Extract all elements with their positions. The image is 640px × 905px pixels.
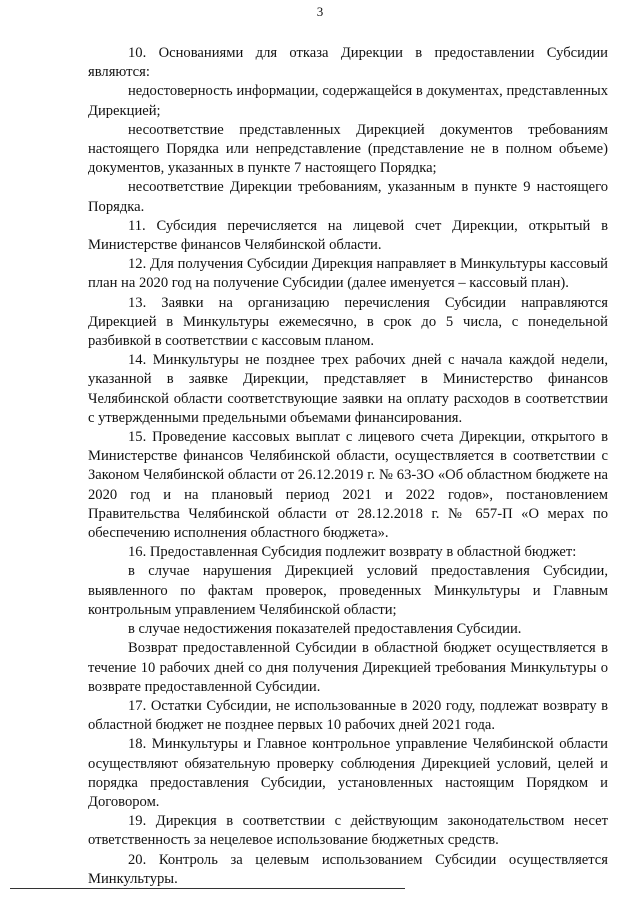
paragraph-18: 18. Минкультуры и Главное контрольное управление Челябинской области осуществляют обязательную проверку соблюдения Дирекцией условий, целей и порядка предоставления Субсидии, установленных настоящим Порядком и Договором. xyxy=(88,736,608,810)
paragraph-17: 17. Остатки Субсидии, не использованные в 2020 году, подлежат возврату в областной бюджет не позднее первых 10 рабочих дней 2021 года. xyxy=(88,697,608,734)
paragraph-16-item-1: в случае нарушения Дирекцией условий предоставления Субсидии, выявленного по фактам проверок, проведенных Минкультуры и Главным контрольным управлением Челябинской области; xyxy=(88,563,608,618)
paragraph-16-return: Возврат предоставленной Субсидии в областной бюджет осуществляется в течение 10 рабочих дней со дня получения Дирекцией требования Минкультуры о возврате предоставленной Субсидии. xyxy=(88,640,608,695)
page-number: 3 xyxy=(316,4,324,19)
paragraph-12: 12. Для получения Субсидии Дирекция направляет в Минкультуры кассовый план на 2020 год на получение Субсидии (далее именуется – кассовый план). xyxy=(88,256,608,292)
paragraph-14: 14. Минкультуры не позднее трех рабочих дней с начала каждой недели, указанной в заявке Дирекции, представляет в Министерство финансов Челябинской области соответствующие заявки на оплату расходов в соответствии с утвержденными предельными объемами финансирования. xyxy=(88,352,608,426)
paragraph-20: 20. Контроль за целевым использованием Субсидии осуществляется Минкультуры. xyxy=(88,851,608,887)
paragraph-10-item-1: недостоверность информации, содержащейся в документах, представленных Дирекцией; xyxy=(88,83,608,119)
paragraph-19: 19. Дирекция в соответствии с действующим законодательством несет ответственность за нецелевое использование бюджетных средств. xyxy=(88,813,608,849)
paragraph-10-item-2: несоответствие представленных Дирекцией документов требованиям настоящего Порядка или непредставление (представление не в полном объеме) документов, указанных в пункте 7 настоящего Порядка; xyxy=(88,121,608,177)
paragraph-10: 10. Основаниями для отказа Дирекции в предоставлении Субсидии являются: xyxy=(88,45,608,81)
paragraph-13: 13. Заявки на организацию перечисления Субсидии направляются Дирекцией в Минкультуры ежемесячно, в срок до 5 числа, с понедельной разбивкой в соответствии с кассовым планом. xyxy=(88,294,608,350)
footer-divider xyxy=(10,888,405,889)
document-body xyxy=(88,44,608,889)
paragraph-15: 15. Проведение кассовых выплат с лицевого счета Дирекции, открытого в Министерстве финансов Челябинской области, осуществляется в соответствии с Законом Челябинской области от 26.12.2019 г. № 63-ЗО «Об областном бюджете на 2020 год и на плановый период 2021 и 2022 годов», постановлением Правительства Челябинской области от 28.12.2018 г. № 657-П «О мерах по обеспечению исполнения областного бюджета». xyxy=(88,429,608,542)
paragraph-11: 11. Субсидия перечисляется на лицевой счет Дирекции, открытый в Министерстве финансов Челябинской области. xyxy=(88,217,608,254)
paragraph-10-item-3: несоответствие Дирекции требованиям, указанным в пункте 9 настоящего Порядка. xyxy=(88,179,608,215)
paragraph-16-item-2: в случае недостижения показателей предоставления Субсидии. xyxy=(128,621,522,638)
paragraph-16: 16. Предоставленная Субсидия подлежит возврату в областной бюджет: xyxy=(128,544,577,561)
